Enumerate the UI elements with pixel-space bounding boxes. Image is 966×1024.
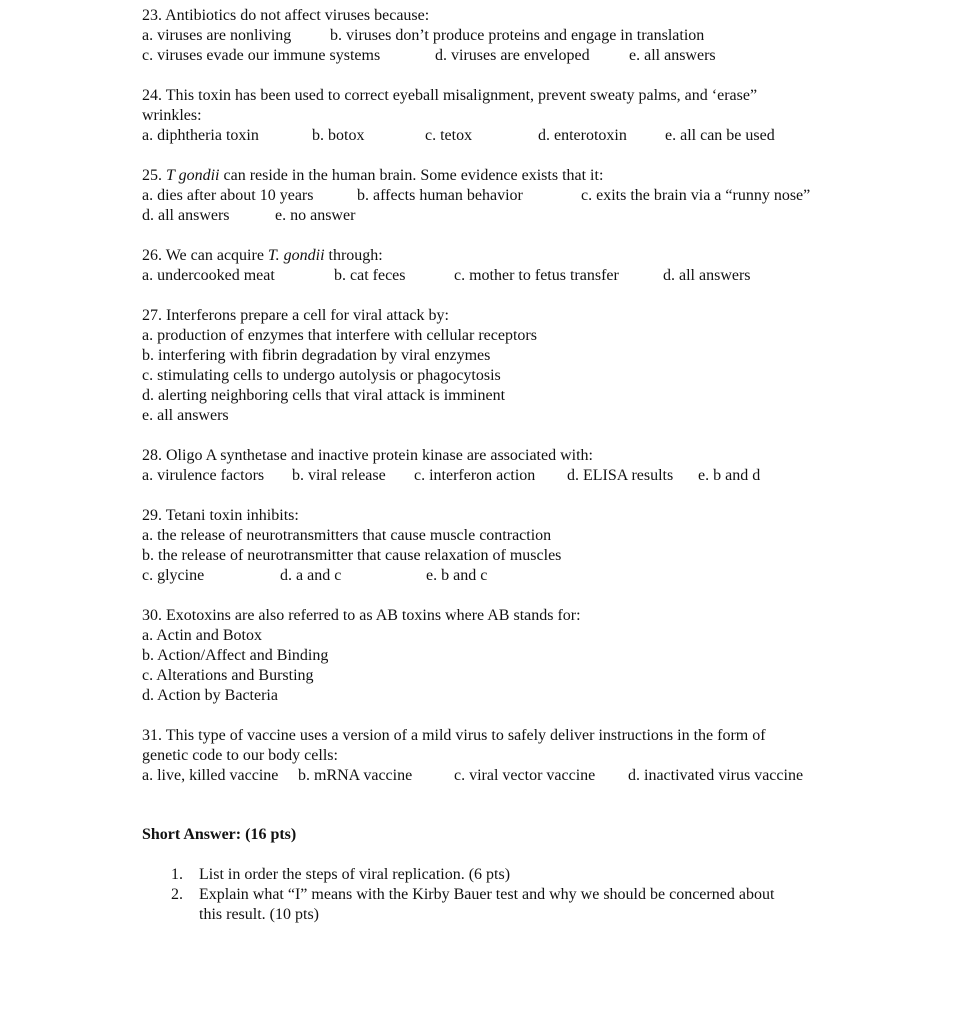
question-30-stem: 30. Exotoxins are also referred to as AB toxins where AB stands for: xyxy=(142,607,581,624)
question-27-option-c: c. stimulating cells to undergo autolysis or phagocytosis xyxy=(142,367,501,384)
question-30-option-b: b. Action/Affect and Binding xyxy=(142,647,329,664)
option: a. diphtheria toxin xyxy=(142,127,259,144)
stem-prefix: 25. xyxy=(142,167,166,184)
option: d. inactivated virus vaccine xyxy=(628,767,804,784)
question-28-stem: 28. Oligo A synthetase and inactive protein kinase are associated with: xyxy=(142,447,593,464)
option: c. viruses evade our immune systems xyxy=(142,47,381,64)
option: d. viruses are enveloped xyxy=(435,47,590,64)
option: d. ELISA results xyxy=(567,467,674,484)
stem-prefix: 26. We can acquire xyxy=(142,247,268,264)
option: e. b and c xyxy=(426,567,488,584)
question-29-option-a: a. the release of neurotransmitters that cause muscle contraction xyxy=(142,527,552,544)
organism-name: T gondii xyxy=(166,167,220,184)
item-text: Explain what “I” means with the Kirby Bauer test and why we should be concerned about xyxy=(199,886,775,903)
question-27-option-a: a. production of enzymes that interfere with cellular receptors xyxy=(142,327,537,344)
question-24-stem-cont: wrinkles: xyxy=(142,107,202,124)
option: c. viral vector vaccine xyxy=(454,767,596,784)
organism-name: T. gondii xyxy=(267,247,325,264)
question-30-option-a: a. Actin and Botox xyxy=(142,627,262,644)
short-answer-heading: Short Answer: (16 pts) xyxy=(142,826,297,843)
question-31-stem-cont: genetic code to our body cells: xyxy=(142,747,338,764)
stem-suffix: through: xyxy=(324,247,383,264)
question-27-option-e: e. all answers xyxy=(142,407,229,424)
option: b. viral release xyxy=(292,467,386,484)
stem-suffix: can reside in the human brain. Some evidence exists that it: xyxy=(219,167,604,184)
option: b. botox xyxy=(312,127,365,144)
question-24-stem: 24. This toxin has been used to correct eyeball misalignment, prevent sweaty palms, and ‘erase” xyxy=(142,87,758,104)
option: b. cat feces xyxy=(334,267,406,284)
option: c. interferon action xyxy=(414,467,536,484)
option: b. viruses don’t produce proteins and engage in translation xyxy=(330,27,705,44)
item-text: List in order the steps of viral replication. (6 pts) xyxy=(199,866,511,883)
option: e. no answer xyxy=(275,207,356,224)
option: b. affects human behavior xyxy=(357,187,523,204)
option: a. viruses are nonliving xyxy=(142,27,292,44)
question-27-option-d: d. alerting neighboring cells that viral attack is imminent xyxy=(142,387,506,404)
item-number: 2. xyxy=(171,886,183,903)
option: c. tetox xyxy=(425,127,473,144)
option: b. mRNA vaccine xyxy=(298,767,413,784)
option: c. mother to fetus transfer xyxy=(454,267,619,284)
option: e. all can be used xyxy=(665,127,775,144)
question-29-stem: 29. Tetani toxin inhibits: xyxy=(142,507,299,524)
question-27-option-b: b. interfering with fibrin degradation by viral enzymes xyxy=(142,347,491,364)
question-23-stem: 23. Antibiotics do not affect viruses because: xyxy=(142,7,430,24)
question-26-stem xyxy=(142,246,383,266)
option: d. all answers xyxy=(142,207,230,224)
item-number: 1. xyxy=(171,866,183,883)
option: d. all answers xyxy=(663,267,751,284)
question-31-stem: 31. This type of vaccine uses a version of a mild virus to safely deliver instructions in the form of xyxy=(142,727,766,744)
option: c. exits the brain via a “runny nose” xyxy=(581,187,811,204)
option: a. dies after about 10 years xyxy=(142,187,314,204)
question-30-option-d: d. Action by Bacteria xyxy=(142,687,278,704)
option: c. glycine xyxy=(142,567,205,584)
option: e. all answers xyxy=(629,47,716,64)
option: e. b and d xyxy=(698,467,761,484)
option: d. a and c xyxy=(280,567,342,584)
option: a. undercooked meat xyxy=(142,267,275,284)
option: d. enterotoxin xyxy=(538,127,627,144)
question-30-option-c: c. Alterations and Bursting xyxy=(142,667,314,684)
question-25-stem xyxy=(142,166,603,186)
question-27-stem: 27. Interferons prepare a cell for viral attack by: xyxy=(142,307,449,324)
option: a. live, killed vaccine xyxy=(142,767,279,784)
question-29-option-b: b. the release of neurotransmitter that cause relaxation of muscles xyxy=(142,547,562,564)
short-answer-item-2-cont: this result. (10 pts) xyxy=(199,906,319,923)
option: a. virulence factors xyxy=(142,467,265,484)
